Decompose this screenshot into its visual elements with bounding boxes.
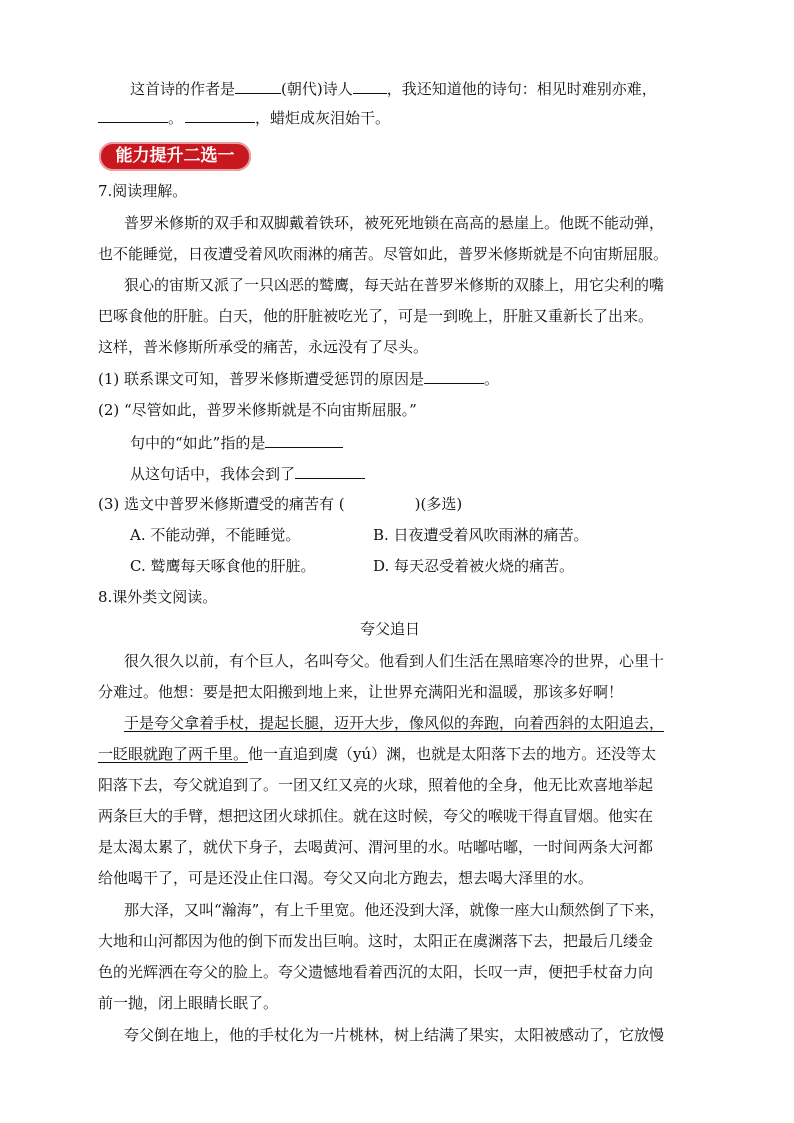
paragraph-line: 前一抛，闭上眼睛长眠了。 <box>98 994 279 1012</box>
sub-question-1 <box>98 367 499 390</box>
option-d: D. 每天忍受着被火烧的痛苦。 <box>373 557 575 575</box>
paragraph-line: 这样，普米修斯所承受的痛苦，永远没有了尽头。 <box>98 338 429 356</box>
answer-blank[interactable] <box>295 462 365 479</box>
paragraph-line: 色的光辉洒在夸父的脸上。夸父遗憾地看着西沉的太阳，长叹一声，便把手杖奋力向 <box>98 963 654 981</box>
text: 这首诗的作者是 <box>130 80 236 98</box>
underlined-sentence: 一眨眼就跑了两千里。 <box>98 745 249 763</box>
sub-question-3 <box>98 493 462 515</box>
text: 他一直追到虞（yú）渊，也就是太阳落下去的地方。还没等太 <box>248 745 657 763</box>
question-7-title: 7.阅读理解。 <box>98 182 188 200</box>
option-b: B. 日夜遭受着风吹雨淋的痛苦。 <box>373 526 589 544</box>
answer-blank[interactable] <box>235 77 281 94</box>
paragraph-line: 巴啄食他的肝脏。白天，他的肝脏被吃光了，可是一到晚上，肝脏又重新长了出来。 <box>98 307 654 325</box>
underlined-sentence: 于是夸父拿着手杖，提起长腿，迈开大步，像风似的奔跑，向着西斜的太阳追去， <box>124 714 665 732</box>
poem-question-line-1 <box>130 77 657 100</box>
text: (朝代)诗人 <box>281 80 353 98</box>
paragraph-line: 也不能睡觉，日夜遭受着风吹雨淋的痛苦。尽管如此，普罗米修斯就是不向宙斯屈服。 <box>98 245 669 263</box>
option-a: A. 不能动弹，不能睡觉。 <box>130 526 301 544</box>
poem-question-line-2 <box>98 106 390 129</box>
text: (1) 联系课文可知，普罗米修斯遭受惩罚的原因是 <box>98 370 425 388</box>
text: 。 <box>484 370 500 388</box>
paragraph-line: 是太渴太累了，就伏下身子，去喝黄河、渭河里的水。咕嘟咕嘟，一时间两条大河都 <box>98 838 654 856</box>
paragraph-line: 分难过。他想：要是把太阳搬到地上来，让世界充满阳光和温暖，那该多好啊！ <box>98 683 624 701</box>
answer-blank[interactable] <box>424 367 484 384</box>
text: (3) 选文中普罗米修斯遭受的痛苦有 ( <box>98 495 345 513</box>
section-banner: 能力提升二选一 <box>99 142 251 171</box>
text: )(多选) <box>414 495 463 513</box>
paragraph-line: 给他喝干了，可是还没止住口渴。夸父又向北方跑去，想去喝大泽里的水。 <box>98 869 594 887</box>
paragraph-line: 阳落下去，夸父就追到了。一团又红又亮的火球，照着他的全身，他无比欢喜地举起 <box>98 776 654 794</box>
answer-blank[interactable] <box>265 431 343 448</box>
text: 句中的“如此”指的是 <box>130 434 266 452</box>
paragraph-line: 两条巨大的手臂，想把这团火球抓住。就在这时候，夸父的喉咙干得直冒烟。他实在 <box>98 807 654 825</box>
paragraph-line: 普罗米修斯的双手和双脚戴着铁环，被死死地锁在高高的悬崖上。他既不能动弹， <box>124 214 665 232</box>
paragraph-line: 很久很久以前，有个巨人，名叫夸父。他看到人们生活在黑暗寒冷的世界，心里十 <box>124 652 665 670</box>
passage-title: 夸父追日 <box>360 620 421 638</box>
answer-blank[interactable] <box>185 106 255 123</box>
option-c: C. 鹫鹰每天啄食他的肝脏。 <box>130 557 316 575</box>
paragraph-line: 那大泽，又叫“瀚海”，有上千里宽。他还没到大泽，就像一座大山颓然倒了下来， <box>124 901 665 919</box>
paragraph-line: 夸父倒在地上，他的手杖化为一片桃林，树上结满了果实，太阳被感动了，它放慢 <box>124 1026 665 1044</box>
question-8-title: 8.课外类文阅读。 <box>98 588 218 606</box>
text: 。 <box>168 109 184 127</box>
sub-question-2: (2) “尽管如此，普罗米修斯就是不向宙斯屈服。” <box>98 401 417 419</box>
paragraph-line: 大地和山河都因为他的倒下而发出巨响。这时，太阳正在虞渊落下去，把最后几缕金 <box>98 932 654 950</box>
paragraph-line: 狠心的宙斯又派了一只凶恶的鹫鹰，每天站在普罗米修斯的双膝上，用它尖利的嘴 <box>124 276 665 294</box>
paragraph-line <box>98 743 656 765</box>
text: ，蜡炬成灰泪始干。 <box>255 109 391 127</box>
answer-blank[interactable] <box>98 106 168 123</box>
sub-question-2a <box>130 431 343 454</box>
text: ，我还知道他的诗句：相见时难别亦难， <box>386 80 657 98</box>
answer-blank[interactable] <box>353 77 387 94</box>
text: 从这句话中，我体会到了 <box>130 465 296 483</box>
sub-question-2b <box>130 462 365 485</box>
